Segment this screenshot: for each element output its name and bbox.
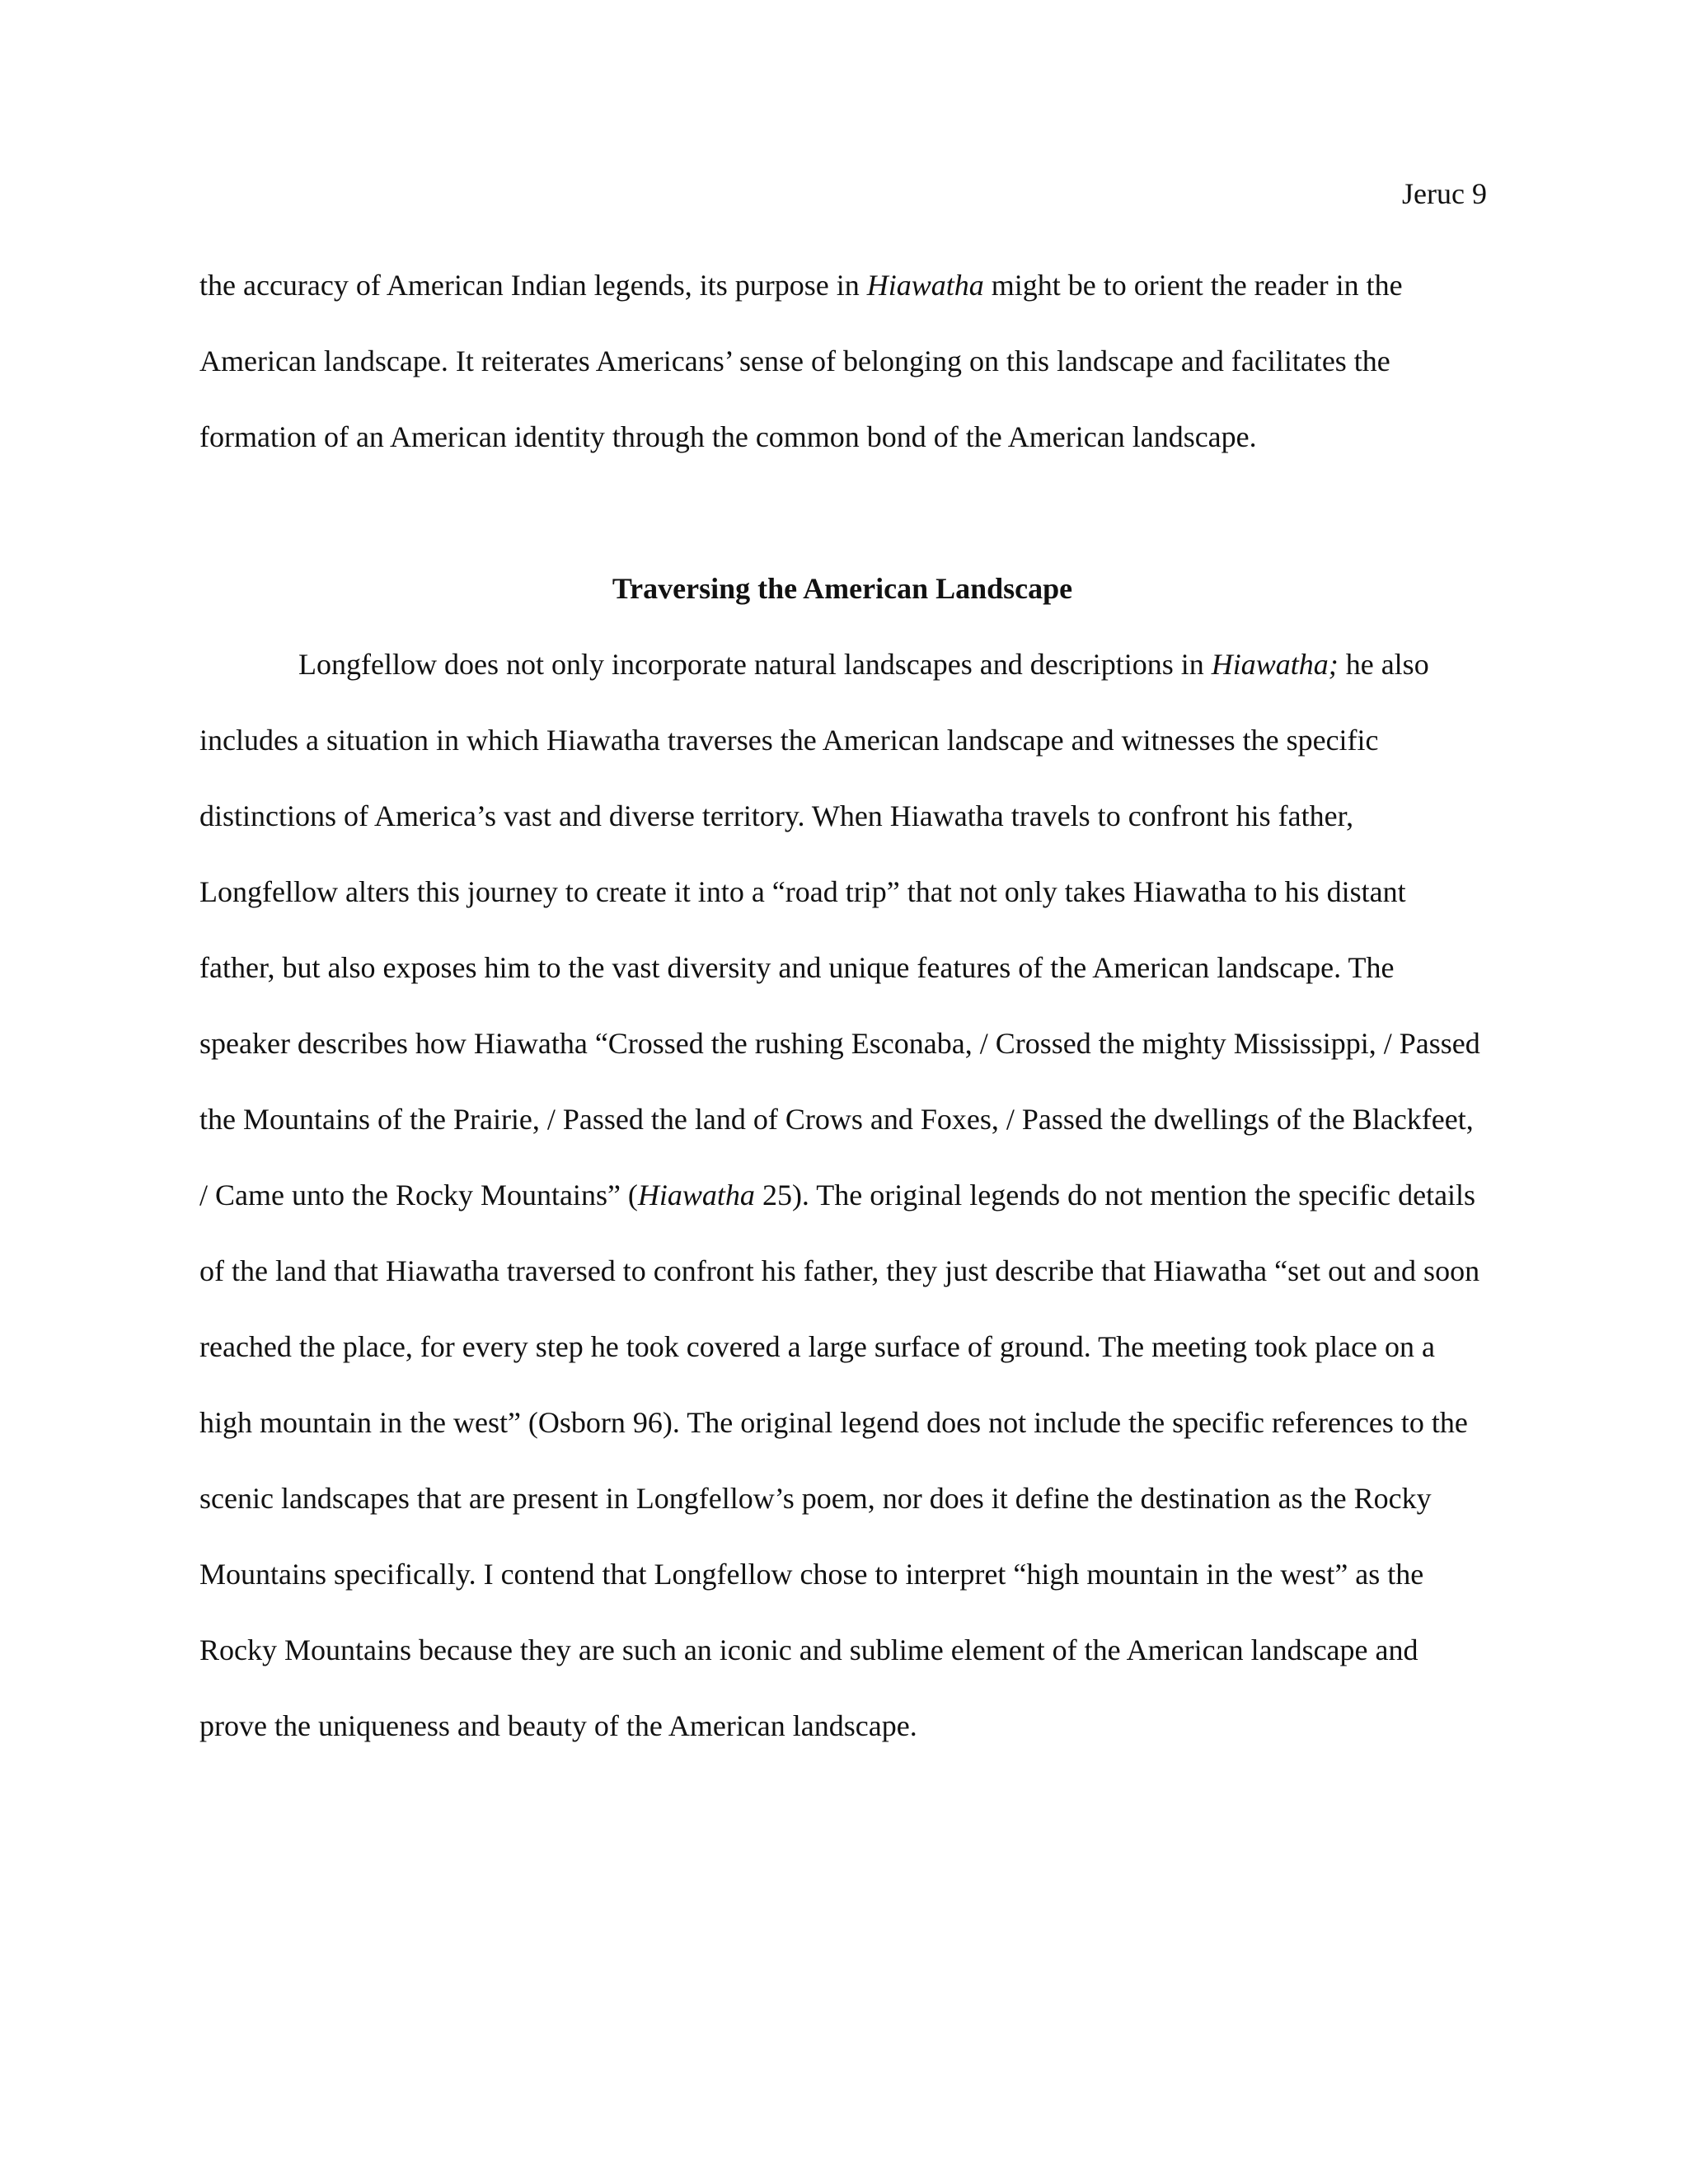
section-spacer: [199, 475, 1485, 551]
paragraph-main: [199, 626, 1485, 1764]
paragraph-text: 25). The original legends do not mention the specific details of the land that Hiawatha traversed to confront his father, they just describe that Hiawatha “set out and soon reached the place, for every step he took covered a large surface of ground. The meeting took place on a high mountain in the west” (Osborn 96). The original legend does not include the specific references to the scenic landscapes that are present in Longfellow’s poem, nor does it define the destination as the Rocky Mountains specifically. I contend that Longfellow chose to interpret “high mountain in the west” as the Rocky Mountains because they are such an iconic and sublime element of the American landscape and prove the uniqueness and beauty of the American landscape.: [199, 1179, 1480, 1742]
paragraph-continued: [199, 247, 1485, 475]
paragraph-text: he also includes a situation in which Hiawatha traverses the American landscape and witnesses the specific distinctions of America’s vast and diverse territory. When Hiawatha travels to confront his father, Longfellow alters this journey to create it into a “road trip” that not only takes Hiawatha to his distant father, but also exposes him to the vast diversity and unique features of the American landscape. The speaker describes how Hiawatha “Crossed the rushing Esconaba, / Crossed the mighty Mississippi, / Passed the Mountains of the Prairie, / Passed the land of Crows and Foxes, / Passed the dwellings of the Blackfeet, / Came unto the Rocky Mountains” (: [199, 648, 1480, 1212]
paragraph-text: Longfellow does not only incorporate natural landscapes and descriptions in: [298, 648, 1212, 681]
section-heading: Traversing the American Landscape: [612, 572, 1073, 605]
paragraph-text: the accuracy of American Indian legends, its purpose in: [199, 269, 867, 302]
running-head: Jeruc 9: [1402, 177, 1487, 210]
document-body: [199, 247, 1485, 1764]
book-title: Hiawatha: [866, 269, 984, 302]
paragraph-text: might be to orient the reader in the American landscape. It reiterates Americans’ sense of belonging on this landscape and facilitates the formation of an American identity through the common bond of the American landscape.: [199, 269, 1403, 453]
book-title-citation: Hiawatha: [637, 1179, 755, 1212]
book-title: Hiawatha;: [1211, 648, 1339, 681]
